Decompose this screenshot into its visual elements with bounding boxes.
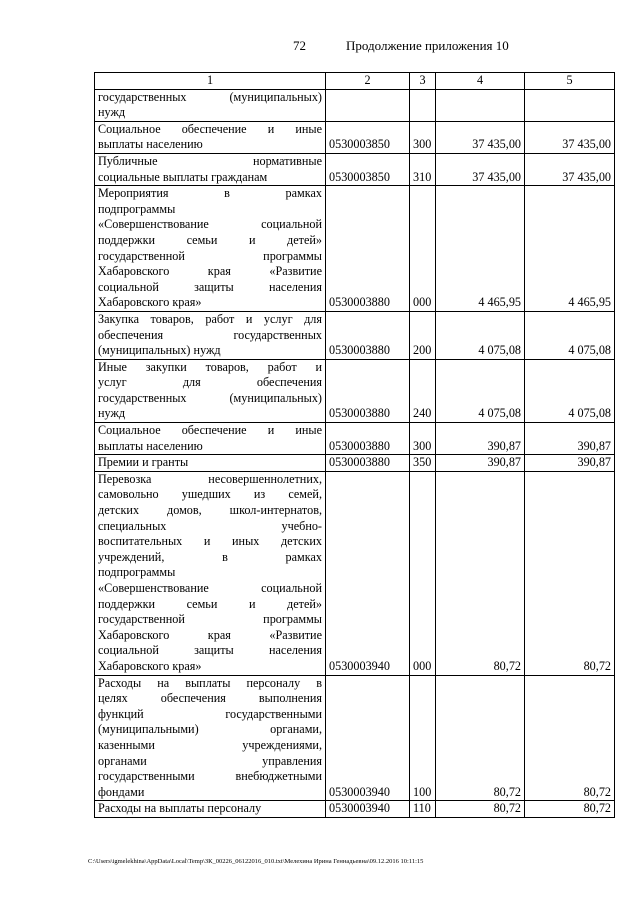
row-type	[410, 89, 436, 121]
row-code: 0530003880	[326, 311, 410, 359]
page-header	[0, 38, 640, 56]
table-row	[95, 359, 615, 422]
row-value-1: 4 075,08	[436, 359, 525, 422]
row-code: 0530003880	[326, 423, 410, 455]
row-code: 0530003940	[326, 675, 410, 801]
row-value-2: 390,87	[525, 423, 615, 455]
row-name-line: Иные закупки товаров, работ и	[98, 359, 322, 374]
column-header: 2	[326, 73, 410, 90]
row-name	[95, 359, 326, 422]
row-code: 0530003850	[326, 153, 410, 185]
row-name-line: Социальное обеспечение и иные	[98, 121, 322, 136]
row-type: 100	[410, 675, 436, 801]
row-name-line: Закупка товаров, работ и услуг для	[98, 311, 322, 326]
table-row	[95, 455, 615, 472]
row-code: 0530003850	[326, 121, 410, 153]
row-code: 0530003880	[326, 359, 410, 422]
row-name-line: Расходы на выплаты персоналу	[98, 801, 262, 816]
row-type: 300	[410, 423, 436, 455]
row-name-line: поддержки семьи и детей»	[98, 232, 322, 247]
row-value-2	[525, 89, 615, 121]
row-name-line: государственной программы	[98, 612, 322, 627]
row-value-2: 390,87	[525, 455, 615, 472]
row-value-1: 80,72	[436, 675, 525, 801]
row-name	[95, 423, 326, 455]
row-name-line: социальные выплаты гражданам	[98, 169, 268, 184]
row-name	[95, 471, 326, 675]
budget-table	[94, 72, 615, 818]
row-value-2: 37 435,00	[525, 153, 615, 185]
row-name-line: «Совершенствование социальной	[98, 581, 322, 595]
row-type: 000	[410, 471, 436, 675]
row-name-line: Расходы на выплаты персоналу в	[98, 675, 322, 690]
row-value-2: 80,72	[525, 801, 615, 818]
page-number: 72	[293, 38, 306, 53]
continuation-title: Продолжение приложения 10	[346, 38, 509, 53]
row-name-line: самовольно ушедших из семей,	[98, 487, 322, 502]
table-row	[95, 801, 615, 818]
row-value-1	[436, 89, 525, 121]
row-value-1: 4 465,95	[436, 186, 525, 312]
row-name-line: фондами	[98, 784, 145, 799]
row-name-line: Премии и гранты	[98, 455, 189, 470]
row-name-line: (муниципальных) нужд	[98, 343, 221, 358]
table-row	[95, 471, 615, 675]
row-value-2: 4 075,08	[525, 359, 615, 422]
table-row	[95, 311, 615, 359]
row-value-2: 37 435,00	[525, 121, 615, 153]
row-value-1: 390,87	[436, 455, 525, 472]
row-name	[95, 153, 326, 185]
row-name-line: нужд	[98, 406, 126, 421]
row-name-line: услуг для обеспечения	[98, 375, 322, 390]
column-header: 4	[436, 73, 525, 90]
row-type: 300	[410, 121, 436, 153]
table-row	[95, 675, 615, 801]
row-code	[326, 89, 410, 121]
row-name	[95, 801, 326, 818]
row-name-line: органами управления	[98, 753, 322, 768]
row-name-line: выплаты населению	[98, 438, 203, 453]
column-header: 5	[525, 73, 615, 90]
row-value-2: 4 075,08	[525, 311, 615, 359]
column-header: 1	[95, 73, 326, 90]
row-name-line: Хабаровского края «Развитие	[98, 627, 322, 642]
row-name-line: обеспечения государственных	[98, 327, 322, 342]
row-name-line: выплаты населению	[98, 137, 203, 152]
row-type: 350	[410, 455, 436, 472]
table-row	[95, 423, 615, 455]
row-name	[95, 675, 326, 801]
row-name-line: Хабаровского края»	[98, 658, 202, 673]
row-code: 0530003880	[326, 186, 410, 312]
row-name-line: детских домов, школ-интернатов,	[98, 503, 322, 518]
row-name	[95, 89, 326, 121]
row-type: 200	[410, 311, 436, 359]
row-name	[95, 186, 326, 312]
table-header-row	[95, 73, 615, 90]
row-name-line: Публичные нормативные	[98, 153, 322, 168]
row-name-line: Мероприятия в рамках	[98, 186, 322, 201]
row-value-2: 80,72	[525, 675, 615, 801]
row-type: 000	[410, 186, 436, 312]
row-type: 310	[410, 153, 436, 185]
row-value-1: 80,72	[436, 801, 525, 818]
row-value-1: 37 435,00	[436, 153, 525, 185]
row-name-line: учреждений, в рамках	[98, 549, 322, 564]
row-name-line: подпрограммы	[98, 201, 176, 216]
row-name-line: Хабаровского края»	[98, 295, 202, 310]
row-name-line: нужд	[98, 105, 126, 120]
row-name-line: функций государственными	[98, 706, 322, 721]
row-name-line: специальных учебно-	[98, 518, 322, 533]
row-name	[95, 455, 326, 472]
row-value-2: 4 465,95	[525, 186, 615, 312]
row-type: 240	[410, 359, 436, 422]
row-name-line: государственных (муниципальных)	[98, 390, 322, 405]
row-value-1: 390,87	[436, 423, 525, 455]
row-value-1: 37 435,00	[436, 121, 525, 153]
row-value-2: 80,72	[525, 471, 615, 675]
row-name-line: Перевозка несовершеннолетних,	[98, 471, 322, 486]
row-name-line: государственных (муниципальных)	[98, 89, 322, 104]
table-row	[95, 153, 615, 185]
table-row	[95, 89, 615, 121]
file-path-footer: C:\Users\igmelekhina\AppData\Local\Temp\ЗК_00226_06122016_010.txt\Мелехина Ирина Геннадьевна\09.12.2016 10:11:15	[88, 858, 424, 865]
row-name-line: казенными учреждениями,	[98, 737, 322, 752]
row-name-line: (муниципальными) органами,	[98, 722, 322, 737]
table-row	[95, 186, 615, 312]
row-name-line: социальной защиты населения	[98, 279, 322, 294]
row-code: 0530003880	[326, 455, 410, 472]
row-name-line: государственными внебюджетными	[98, 769, 322, 784]
row-value-1: 80,72	[436, 471, 525, 675]
column-header: 3	[410, 73, 436, 90]
row-name-line: Хабаровского края «Развитие	[98, 264, 322, 279]
row-name-line: «Совершенствование социальной	[98, 217, 322, 232]
row-name	[95, 121, 326, 153]
row-name-line: подпрограммы	[98, 565, 176, 580]
row-name-line: воспитательных и иных детских	[98, 534, 322, 549]
row-code: 0530003940	[326, 471, 410, 675]
row-name-line: социальной защиты населения	[98, 643, 322, 658]
row-code: 0530003940	[326, 801, 410, 818]
row-value-1: 4 075,08	[436, 311, 525, 359]
row-type: 110	[410, 801, 436, 818]
row-name-line: целях обеспечения выполнения	[98, 691, 322, 706]
row-name-line: государственной программы	[98, 248, 322, 263]
row-name	[95, 311, 326, 359]
table-row	[95, 121, 615, 153]
row-name-line: поддержки семьи и детей»	[98, 596, 322, 611]
row-name-line: Социальное обеспечение и иные	[98, 423, 322, 438]
